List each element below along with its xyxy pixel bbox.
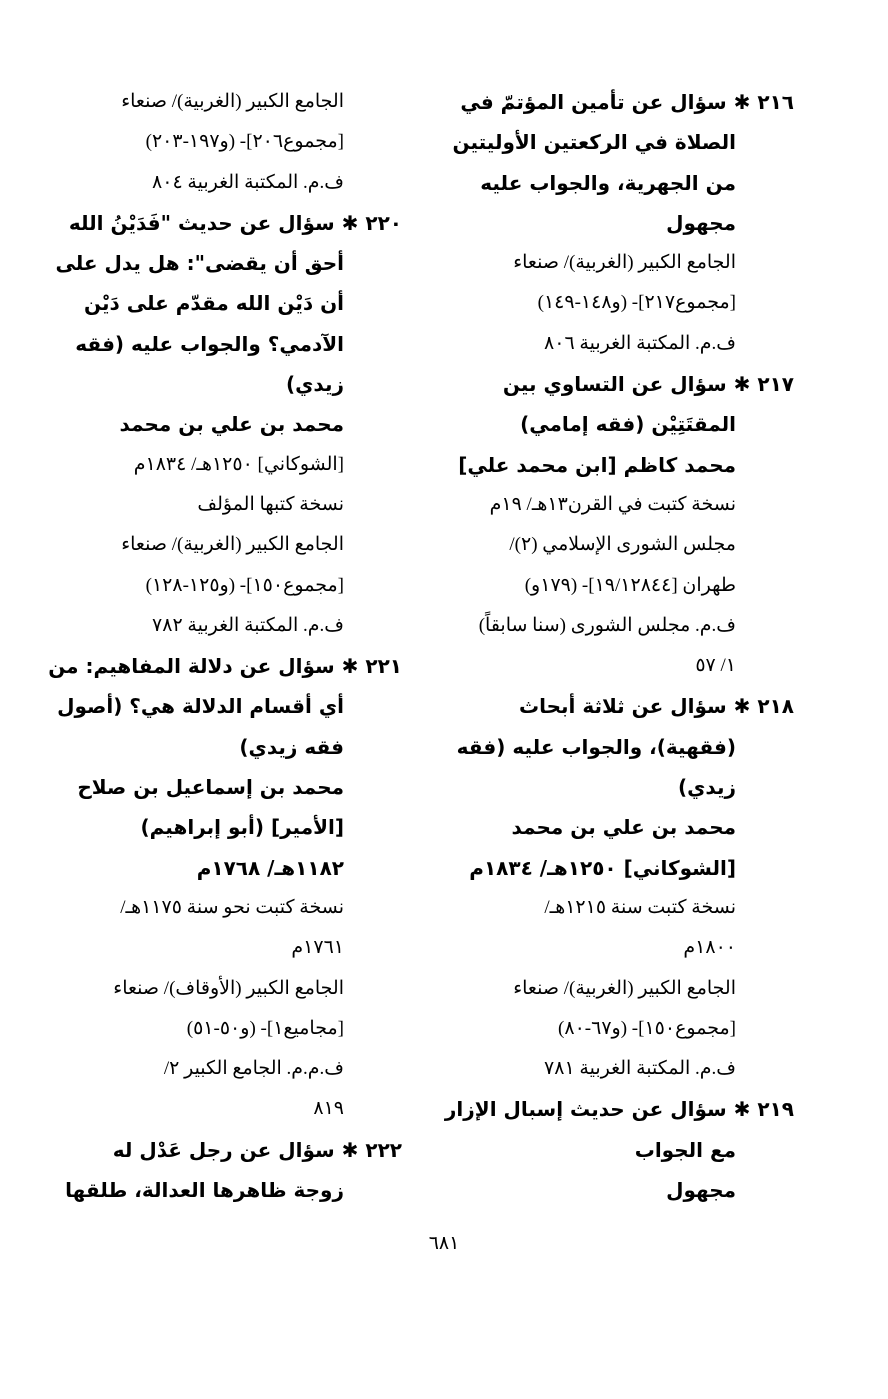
entry-line: [الأمير] (أبو إبراهيم) [140, 815, 344, 840]
entry-line: الجامع الكبير (الغربية)/ صنعاء [513, 977, 736, 999]
entry-line: نسخة كتبها المؤلف [197, 493, 344, 515]
entry-line: الآدمي؟ والجواب عليه (فقه [75, 331, 344, 356]
entry-line: ف.م. مجلس الشورى (سنا سابقاً) [478, 614, 736, 636]
entry-line: مع الجواب [634, 1137, 736, 1162]
entry-line: زيدي) [677, 775, 736, 800]
entry-line: [الشوكاني] ١٢٥٠هـ/ ١٨٣٤م [133, 453, 344, 475]
entry-line: ف.م. المكتبة الغربية ٨٠٤ [152, 171, 344, 193]
entry-line: ف.م. المكتبة الغربية ٧٨١ [544, 1058, 736, 1080]
entry-line: فقه زيدي) [239, 734, 344, 759]
entry-heading: ٢١٨ ✱ سؤال عن ثلاثة أبحاث [519, 694, 794, 719]
entry-heading: ٢١٩ ✱ سؤال عن حديث إسبال الإزار [444, 1097, 794, 1122]
entry-line: ١١٨٢هـ/ ١٧٦٨م [196, 855, 344, 880]
entry-line: زيدي) [285, 372, 344, 397]
entry-line: [مجموع١٥٠]- (و٦٧-٨٠) [558, 1017, 736, 1039]
entry-line: الجامع الكبير (الأوقاف)/ صنعاء [113, 977, 344, 999]
entry-line: من الجهرية، والجواب عليه [480, 170, 736, 195]
entry-heading: ٢١٧ ✱ سؤال عن التساوي بين [502, 372, 794, 397]
entry-line: نسخة كتبت سنة ١٢١٥هـ/ [544, 896, 736, 918]
entry-line: ف.م.م. الجامع الكبير ٢/ [163, 1058, 344, 1080]
entry-line: الجامع الكبير (الغربية)/ صنعاء [121, 91, 344, 112]
entry-line: محمد بن علي بن محمد [511, 815, 736, 840]
entry-line: محمد بن إسماعيل بن صلاح [77, 775, 344, 800]
right-column [444, 82, 794, 1210]
entry-line: [الشوكاني] ١٢٥٠هـ/ ١٨٣٤م [469, 855, 736, 880]
entry-line: نسخة كتبت في القرن١٣هـ/ ١٩م [489, 493, 736, 515]
entry-line: أي أقسام الدلالة هي؟ (أصول [57, 694, 344, 719]
entry-line: زوجة ظاهرها العدالة، طلقها [65, 1178, 344, 1203]
entry-line: محمد بن علي بن محمد [119, 412, 344, 437]
entry-heading: ٢١٦ ✱ سؤال عن تأمين المؤتمّ في [460, 90, 794, 114]
page-number: ٦٨١ [428, 1233, 460, 1254]
entry-line: أحق أن يقضى": هل يدل على [55, 251, 344, 276]
entry-line: [مجموع٢٠٦]- (و١٩٧-٢٠٣) [145, 131, 344, 153]
entry-heading: ٢٢٠ ✱ سؤال عن حديث "فَدَيْنُ الله [68, 210, 402, 235]
entry-line: ٨١٩ [313, 1098, 344, 1120]
entry-line: الجامع الكبير (الغربية)/ صنعاء [513, 252, 736, 274]
entry-line: طهران [١٩/١٢٨٤٤]- (١٧٩و) [524, 574, 736, 596]
entry-line: أن دَيْن الله مقدّم على دَيْن [84, 291, 344, 316]
entry-line: مجهول [666, 1178, 736, 1203]
entry-line: مجلس الشورى الإسلامي (٢)/ [509, 534, 736, 556]
entry-line: ف.م. المكتبة الغربية ٨٠٦ [544, 332, 736, 354]
entry-line: مجهول [666, 210, 736, 235]
left-column [48, 82, 402, 1210]
entry-line: المقتَتِيْن (فقه إمامي) [520, 412, 736, 437]
entry-line: محمد كاظم [ابن محمد علي] [458, 452, 736, 477]
entry-line: ١٨٠٠م [683, 937, 736, 959]
entry-line: الجامع الكبير (الغربية)/ صنعاء [121, 534, 344, 556]
entry-line: ١٧٦١م [291, 937, 344, 959]
entry-heading: ٢٢٢ ✱ سؤال عن رجل عَدْل له [112, 1137, 402, 1162]
entry-line: [مجموع٢١٧]- (و١٤٨-١٤٩) [537, 292, 736, 314]
entry-line: (فقهية)، والجواب عليه (فقه [456, 734, 736, 759]
entry-line: ١/ ٥٧ [695, 655, 736, 677]
entry-heading: ٢٢١ ✱ سؤال عن دلالة المفاهيم: من [48, 654, 402, 679]
entry-line: الصلاة في الركعتين الأوليتين [452, 130, 736, 155]
entry-line: ف.م. المكتبة الغربية ٧٨٢ [152, 614, 344, 636]
entry-line: نسخة كتبت نحو سنة ١١٧٥هـ/ [120, 896, 344, 918]
entry-line: [مجموع١٥٠]- (و١٢٥-١٢٨) [145, 574, 344, 596]
entry-line: [مجاميع١]- (و٥٠-٥١) [186, 1017, 344, 1039]
